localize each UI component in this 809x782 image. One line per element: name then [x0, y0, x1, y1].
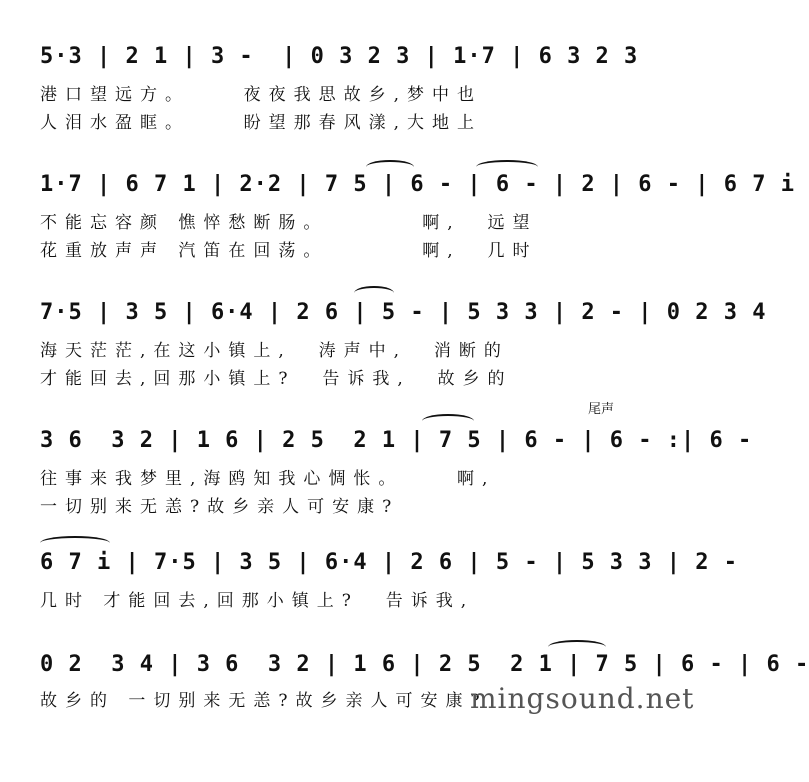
coda-label: 尾声 [588, 402, 615, 417]
notation-line: 7·5 | 3 5 | 6·4 | 2 6 | 5 - | 5 3 3 | 2 - | 0 2 3 4 [40, 300, 767, 325]
lyric-line-2: 花重放声声 汽笛在回荡。 啊, 几时 [40, 241, 538, 261]
lyric-line-2: 人泪水盈眶。 盼望那春风漾,大地上 [40, 113, 483, 133]
lyric-line-1: 几时 才能回去,回那小镇上? 告诉我, [40, 591, 475, 611]
lyric-line-1: 往事来我梦里,海鸥知我心惆怅。 啊, [40, 469, 496, 489]
system-1 [0, 44, 672, 174]
lyric-line-2: 一切别来无恙?故乡亲人可安康? [40, 497, 400, 517]
lyric-line-1: 海天茫茫,在这小镇上, 涛声中, 消断的 [40, 341, 509, 361]
system-3 [0, 300, 767, 430]
watermark: mingsound.net [470, 682, 695, 715]
slur [354, 286, 394, 300]
lyric-line-2: 才能回去,回那小镇上? 告诉我, 故乡的 [40, 369, 513, 389]
notation-line: 0 2 3 4 | 3 6 3 2 | 1 6 | 2 5 2 1 | 7 5 | 6 - | 6 - [40, 652, 809, 677]
lyric-line-1: 不能忘容颜 憔悴愁断肠。 啊, 远望 [40, 213, 538, 233]
notation-line: 1·7 | 6 7 1 | 2·2 | 7 5 | 6 - | 6 - | 2 | 6 - | 6 7 i [40, 172, 795, 197]
slur [40, 536, 110, 550]
system-6 [0, 652, 809, 782]
system-2 [0, 172, 795, 302]
notation-line: 5·3 | 2 1 | 3 - | 0 3 2 3 | 1·7 | 6 3 2 3 [40, 44, 639, 69]
notation-line: 6 7 i | 7·5 | 3 5 | 6·4 | 2 6 | 5 - | 5 3 3 | 2 - [40, 550, 739, 575]
notation-line: 3 6 3 2 | 1 6 | 2 5 2 1 | 7 5 | 6 - | 6 - :| 6 - [40, 428, 753, 453]
lyric-line-1: 故乡的 一切别来无恙?故乡亲人可安康? [40, 691, 488, 711]
lyric-line-1: 港口望远方。 夜夜我思故乡,梦中也 [40, 85, 483, 105]
slur [422, 414, 474, 428]
